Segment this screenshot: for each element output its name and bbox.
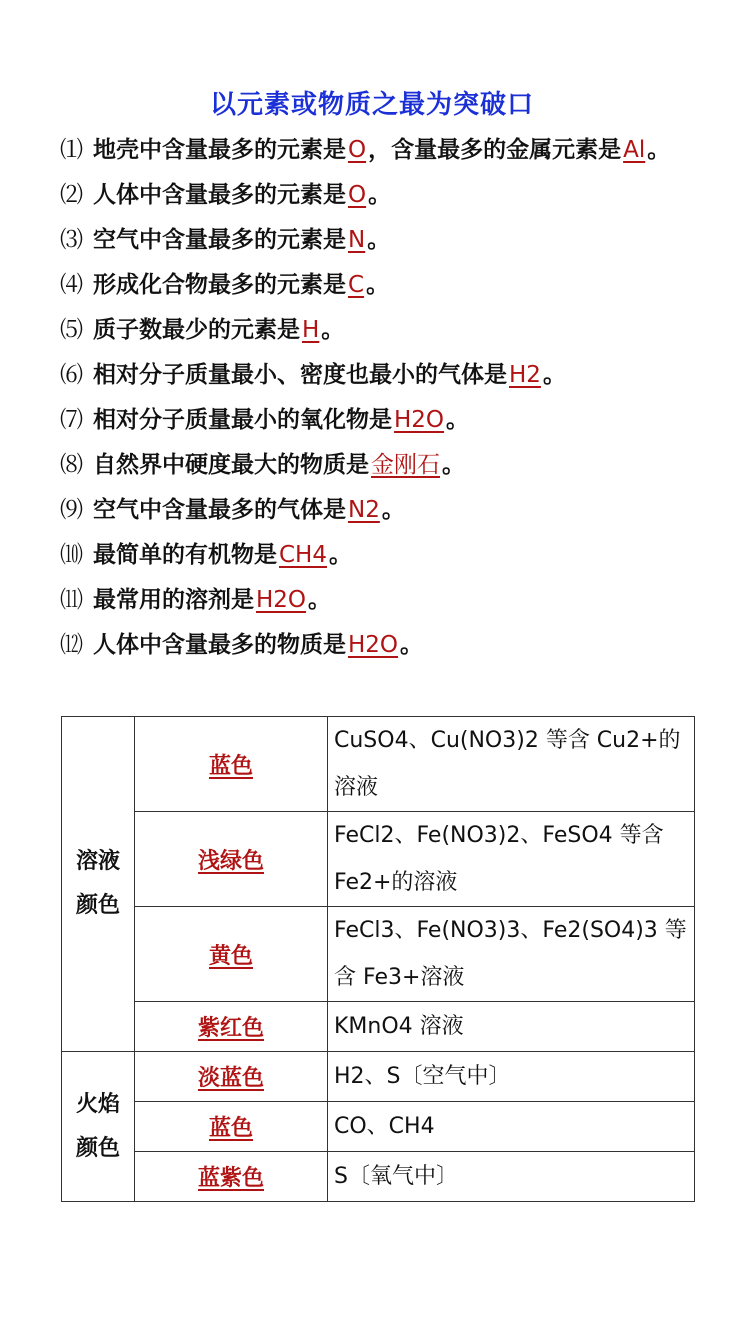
answer-blank: N xyxy=(348,227,366,253)
item-number: ⑸ xyxy=(60,317,83,343)
item-number: ⑽ xyxy=(60,542,83,568)
list-item-7 xyxy=(60,398,700,443)
color-description: H2、S〔空气中〕 xyxy=(328,1052,695,1102)
color-name: 蓝色 xyxy=(208,1116,253,1141)
item-number: ⑷ xyxy=(60,272,83,298)
color-description: FeCl3、Fe(NO3)3、Fe2(SO4)3 等含 Fe3+溶液 xyxy=(328,907,695,1002)
list-item-3 xyxy=(60,218,700,263)
item-text-after: 。 xyxy=(366,272,390,298)
item-text: 形成化合物最多的元素是 xyxy=(93,272,346,298)
table-row xyxy=(62,1052,695,1102)
answer-blank: H2 xyxy=(509,362,541,388)
color-name: 蓝色 xyxy=(208,753,253,779)
answer-blank: H2O xyxy=(394,407,445,433)
item-text: 相对分子质量最小的氧化物是 xyxy=(93,407,392,433)
category-solution-color: 溶液颜色 xyxy=(62,717,135,1052)
item-text-after: 。 xyxy=(308,587,332,613)
color-name-cell xyxy=(135,812,328,907)
list-item-9 xyxy=(60,488,700,533)
color-name-cell xyxy=(135,1152,328,1202)
item-text: 最简单的有机物是 xyxy=(93,542,277,568)
color-name-cell xyxy=(135,1002,328,1052)
item-number: ⑾ xyxy=(60,587,83,613)
color-table xyxy=(61,716,695,1202)
list-item-8 xyxy=(60,443,700,488)
category-flame-color: 火焰颜色 xyxy=(62,1052,135,1202)
item-text-after: 。 xyxy=(400,632,424,658)
item-number: ⑴ xyxy=(60,137,83,163)
answer-blank: CH4 xyxy=(279,542,327,568)
answer-blank: H2O xyxy=(348,632,399,658)
item-text: 空气中含量最多的气体是 xyxy=(93,497,346,523)
item-text: 人体中含量最多的物质是 xyxy=(93,632,346,658)
list-item-4 xyxy=(60,263,700,308)
item-number: ⑼ xyxy=(60,497,83,523)
item-text-after: ，含量最多的金属元素是 xyxy=(368,137,622,163)
answer-blank: O xyxy=(348,182,367,208)
color-description: KMnO4 溶液 xyxy=(328,1002,695,1052)
item-text: 空气中含量最多的元素是 xyxy=(93,227,346,253)
item-text: 地壳中含量最多的元素是 xyxy=(93,137,346,163)
item-text-after: 。 xyxy=(381,497,405,523)
color-name: 蓝紫色 xyxy=(197,1166,264,1191)
table-row xyxy=(62,717,695,812)
color-description: FeCl2、Fe(NO3)2、FeSO4 等含 Fe2+的溶液 xyxy=(328,812,695,907)
item-number: ⑻ xyxy=(60,452,83,478)
color-name: 浅绿色 xyxy=(197,848,264,874)
list-item-6 xyxy=(60,353,700,398)
item-number: ⑵ xyxy=(60,182,83,208)
item-text-after: 。 xyxy=(368,182,392,208)
table-row xyxy=(62,1152,695,1202)
item-text-end: 。 xyxy=(647,137,671,163)
item-number: ⑿ xyxy=(60,632,83,658)
item-text-after: 。 xyxy=(329,542,352,568)
color-name-cell xyxy=(135,907,328,1002)
item-text: 人体中含量最多的元素是 xyxy=(93,182,346,208)
color-description: S〔氧气中〕 xyxy=(328,1152,695,1202)
item-number: ⑺ xyxy=(60,407,83,433)
item-text-after: 。 xyxy=(542,362,566,388)
color-name-cell xyxy=(135,717,328,812)
list-item-1 xyxy=(60,128,700,173)
item-text: 自然界中硬度最大的物质是 xyxy=(93,452,369,478)
item-text: 最常用的溶剂是 xyxy=(93,587,254,613)
table-row xyxy=(62,1102,695,1152)
table-row xyxy=(62,907,695,1002)
table-row xyxy=(62,812,695,907)
list-item-11 xyxy=(60,578,700,623)
item-text: 质子数最少的元素是 xyxy=(93,317,300,343)
color-description: CuSO4、Cu(NO3)2 等含 Cu2+的溶液 xyxy=(328,717,695,812)
color-name-cell xyxy=(135,1102,328,1152)
answer-blank: H xyxy=(302,317,320,343)
answer-blank: N2 xyxy=(348,497,380,523)
item-number: ⑶ xyxy=(60,227,83,253)
answer-blank: C xyxy=(348,272,365,298)
color-name: 黄色 xyxy=(208,943,253,969)
color-name: 紫红色 xyxy=(197,1016,264,1041)
answer-blank: H2O xyxy=(256,587,307,613)
list-item-12 xyxy=(60,623,700,668)
item-number: ⑹ xyxy=(60,362,83,388)
item-text-after: 。 xyxy=(367,227,391,253)
list-item-2 xyxy=(60,173,700,218)
list-item-10 xyxy=(60,533,700,578)
color-name: 淡蓝色 xyxy=(197,1066,264,1091)
answer-blank: O xyxy=(348,137,367,163)
item-text-after: 。 xyxy=(446,407,470,433)
answer-blank: 金刚石 xyxy=(371,452,440,478)
item-text: 相对分子质量最小、密度也最小的气体是 xyxy=(93,362,507,388)
item-text-after: 。 xyxy=(442,452,465,478)
table-row xyxy=(62,1002,695,1052)
list-item-5 xyxy=(60,308,700,353)
answer-blank-2: Al xyxy=(623,137,646,163)
superlatives-list xyxy=(60,128,700,668)
color-name-cell xyxy=(135,1052,328,1102)
color-description: CO、CH4 xyxy=(328,1102,695,1152)
page-title: 以元素或物质之最为突破口 xyxy=(209,90,534,120)
item-text-after: 。 xyxy=(321,317,345,343)
